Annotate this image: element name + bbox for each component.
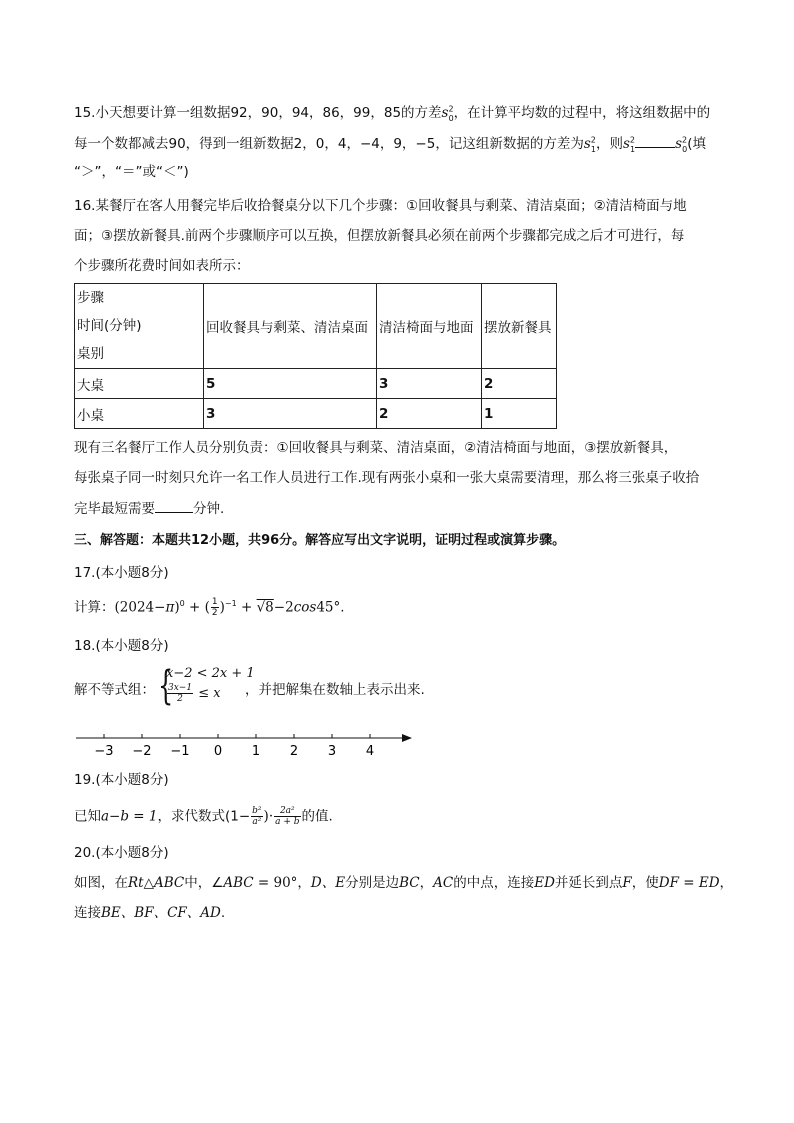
brace-icon: { [158, 663, 174, 709]
axis-tick-label: −2 [132, 744, 152, 759]
q20-line2: 连接BE、BF、CF、AD. [74, 905, 226, 921]
axis-tick-label: 3 [327, 744, 337, 759]
q16-line4: 现有三名餐厅工作人员分别负责：①回收餐具与剩菜、清洁桌面，②清洁椅面与地面，③摆放新餐具， [74, 440, 678, 456]
table-row: 大桌 5 3 2 [75, 369, 557, 399]
table-header: 摆放新餐具 [482, 284, 557, 369]
q15-line1: 15.小天想要计算一组数据92，90，94，86，99，85的方差$s^2_0$，在计算平均数的过程中，将这组数据中的 [74, 104, 711, 123]
q18-suffix: ，并把解集在数轴上表示出来. [245, 682, 425, 698]
axis-tick-label: −1 [170, 744, 190, 759]
q19-expression: 已知a−b = 1，求代数式(1− $\frac{\text{b²}}{\text{a²}}$ )· $\frac{\text{2a²}}{a + b}$ 的值. [74, 806, 333, 827]
axis-arrow-icon [402, 734, 412, 742]
exam-page: 15.小天想要计算一组数据92，90，94，86，99，85的方差$s^2_0$，在计算平均数的过程中，将这组数据中的 每一个数都减去90，得到一组新数据2，0，4，−4，9，−5，记这组新数据的方差为$s^2_1$，则$s^2_1$ $s^2_0$(填 “＞”，“＝”或“＜”) 16.某餐厅在客人用餐完毕后收拾餐桌分以下几个步骤：①回收餐具与剩菜、清洁桌面；②清洁椅面与地 面；③摆放新餐具.前两个步骤顺序可以互换，但摆放新餐具必须在前两个步骤都完成之后才可进行，每 个步骤所花费时间如表所示： 步骤 时间(分钟) 桌别 回收餐具与剩菜、清洁桌面 清洁椅面与地面 摆放新餐具 大桌 5 3 2 小桌 3 2 1 现有三名餐厅工作人员分别负责：①回收餐具与剩菜、清洁桌面，②清洁椅面与地面，③摆放新餐具， 每张桌子同一时刻只允许一名工作人员进行工作.现有两张小桌和一张大桌需要清理，那么将三张桌子收拾 完毕最短需要 分钟. 三、解答题：本题共12小题，共96分。解答应写出文字说明，证明过程或演算步骤。 17.(本小题8分) 计算：$(2024-\pi)^0$ + ( $\frac{1}{2}$ )$^{-1}$ + √8−2cos45°. 18.(本小题8分) 解不等式组： { x−2 < 2x + 1 $\frac{3x-1}{2}$ ≤ x ，并把解集在数轴上表示出来. −3 −2 −1 0 1 2 3 4 19.(本小题8分) 已知a−b = 1，求代数式(1− $\frac{\text{b²}}{\text{a²}}$ )· $\frac{\text{2a²}}{a + b}$ 的值. 20.(本小题8分) 如图，在Rt△ABC中，∠ABC = 90°，D、E分别是边BC，AC的中点，连接ED并延长到点F，使DF = ED， 连接BE、BF、CF、AD. [74, 104, 734, 921]
table-row: 小桌 3 2 1 [75, 399, 557, 429]
number-line [74, 728, 419, 760]
q20-head: 20.(本小题8分) [74, 845, 169, 861]
q16-line5: 每张桌子同一时刻只允许一名工作人员进行工作.现有两张小桌和一张大桌需要清理，那么将三张桌子收拾 [74, 470, 700, 486]
table-header: 清洁椅面与地面 [377, 284, 482, 369]
section-heading: 三、解答题：本题共12小题，共96分。解答应写出文字说明，证明过程或演算步骤。 [74, 533, 566, 548]
axis-tick-label: −3 [94, 744, 114, 759]
variance-s0: s [441, 105, 449, 121]
q15-line2: 每一个数都减去90，得到一组新数据2，0，4，−4，9，−5，记这组新数据的方差为$s^2_1$，则$s^2_1$ $s^2_0$(填 [74, 133, 706, 154]
answer-blank[interactable] [635, 133, 675, 148]
q17-expression: 计算：$(2024-\pi)^0$ + ( $\frac{1}{2}$ )$^{-1}$ + √8−2cos45°. [74, 597, 345, 618]
axis-tick-label: 1 [251, 744, 261, 759]
q15-line3: “＞”，“＝”或“＜”) [74, 164, 189, 180]
table-corner-cell: 步骤 时间(分钟) 桌别 [75, 284, 204, 369]
axis-tick-label: 0 [213, 744, 223, 759]
axis-tick-label: 2 [289, 744, 299, 759]
table-header: 回收餐具与剩菜、清洁桌面 [204, 284, 377, 369]
q18-prefix: 解不等式组： [74, 682, 155, 698]
q16-line3: 个步骤所花费时间如表所示： [74, 258, 250, 274]
q19-head: 19.(本小题8分) [74, 772, 169, 788]
q18-head: 18.(本小题8分) [74, 638, 169, 654]
steps-time-table [74, 283, 557, 429]
axis-tick-label: 4 [365, 744, 375, 759]
q16-line1: 16.某餐厅在客人用餐完毕后收拾餐桌分以下几个步骤：①回收餐具与剩菜、清洁桌面；②清洁椅面与地 [74, 198, 687, 214]
q16-line6: 完毕最短需要 分钟. [74, 498, 224, 519]
q16-line2: 面；③摆放新餐具.前两个步骤顺序可以互换，但摆放新餐具必须在前两个步骤都完成之后才可进行，每 [74, 228, 685, 244]
answer-blank[interactable] [155, 498, 193, 513]
q17-head: 17.(本小题8分) [74, 565, 169, 581]
q20-line1: 如图，在Rt△ABC中，∠ABC = 90°，D、E分别是边BC，AC的中点，连接ED并延长到点F，使DF = ED， [74, 875, 734, 891]
